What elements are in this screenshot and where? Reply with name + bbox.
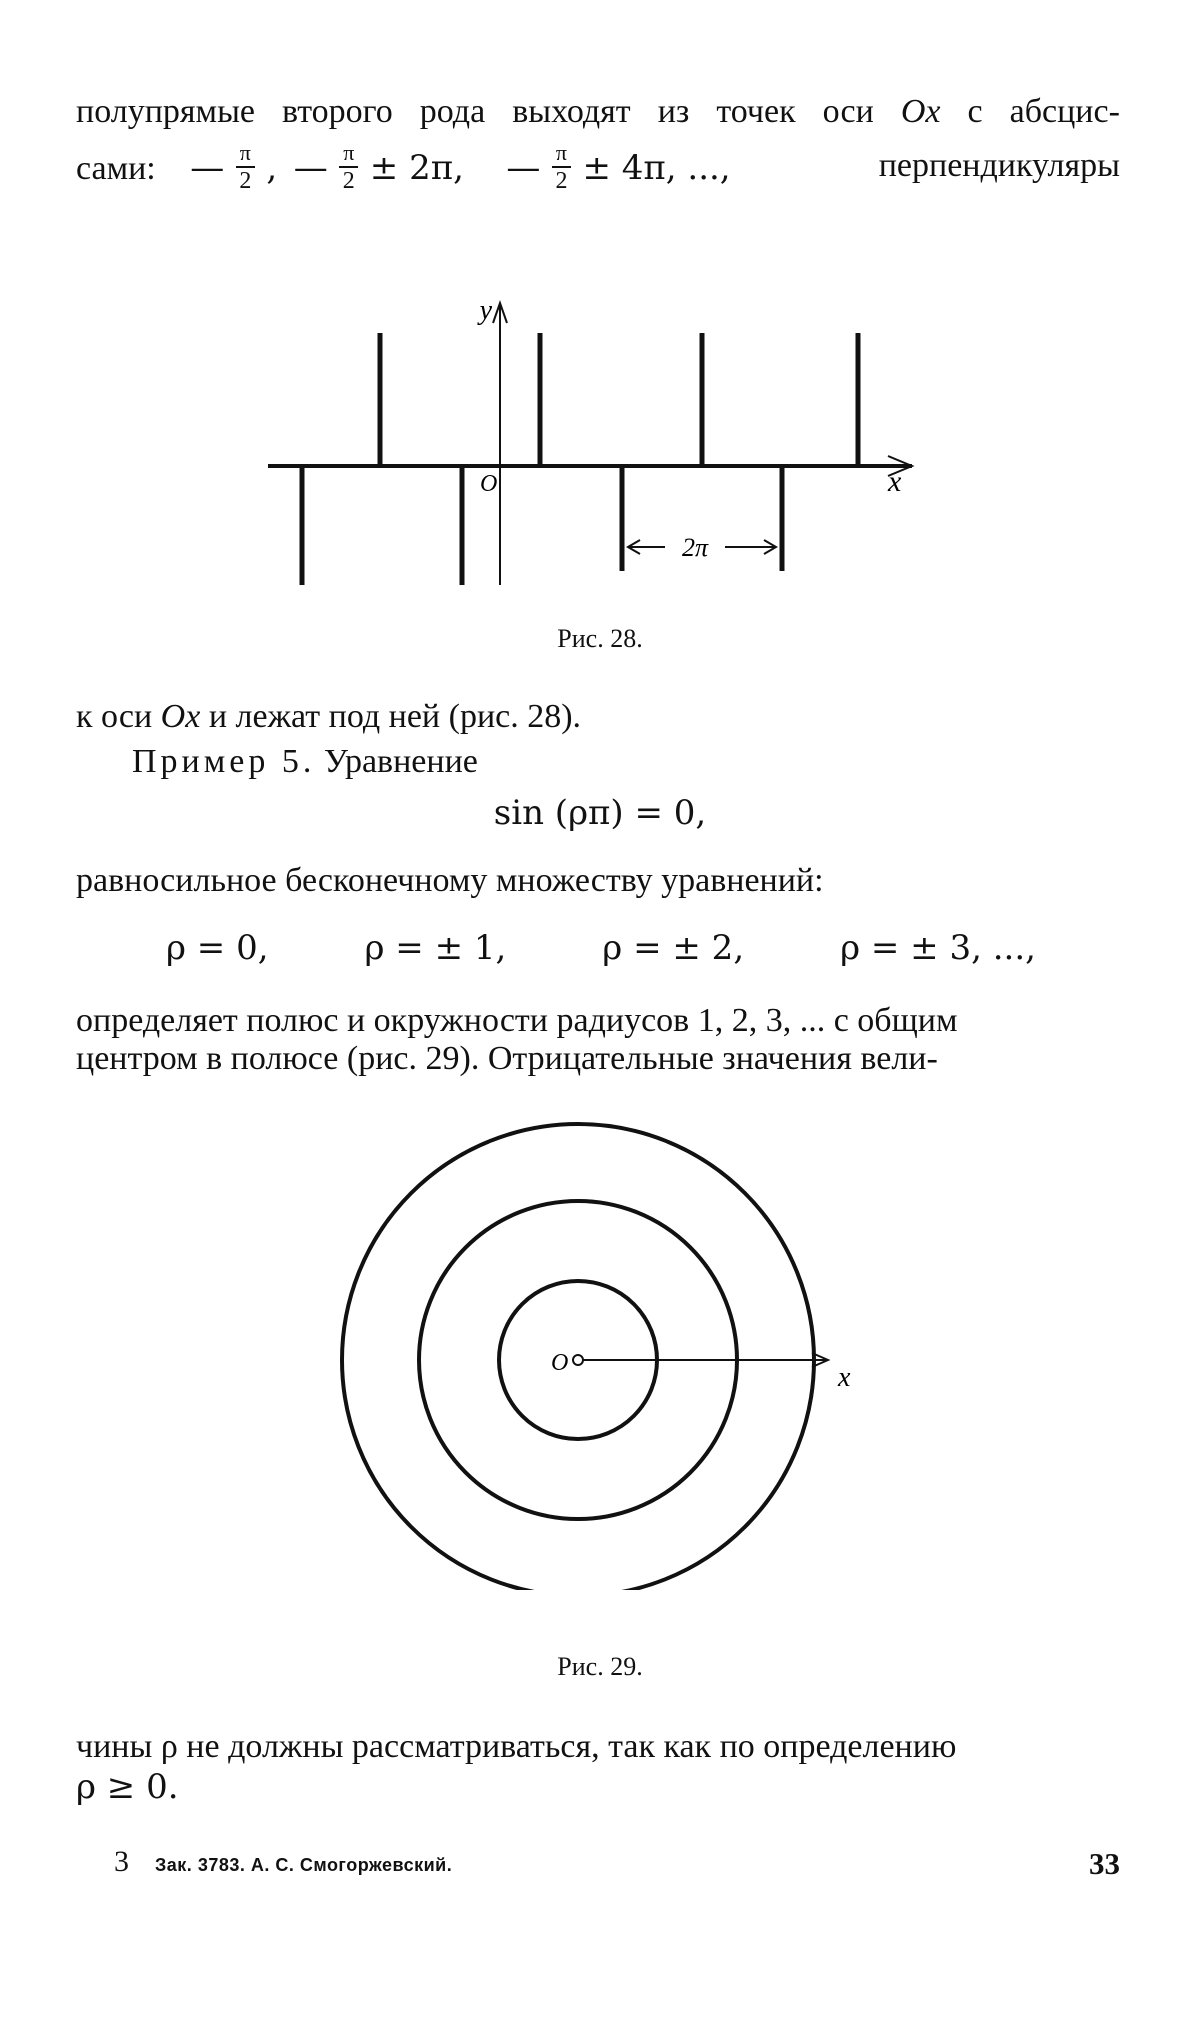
text-part: и лежат под ней (рис. 28).: [208, 698, 582, 735]
line2-prefix: сами:: [76, 149, 156, 187]
rho-equation: ρ = ± 3, ...,: [840, 928, 1036, 968]
paragraph-final-line-1: чины ρ не должны рассматриваться, так как по определению: [76, 1728, 957, 1765]
figure-29: [0, 1110, 1200, 1590]
paragraph-after-fig28: [76, 696, 1120, 738]
rho-equation: ρ = ± 1,: [364, 928, 507, 968]
rho-equations: [166, 927, 1036, 969]
order-information: Зак. 3783. А. С. Смогоржевский.: [155, 1855, 453, 1875]
fraction-pi-over-2: [552, 141, 571, 193]
word: из: [657, 93, 690, 130]
line2-suffix: перпендикуляры: [878, 147, 1120, 184]
signature-footer: [114, 1845, 452, 1879]
axis-name-ox: Ox: [900, 93, 941, 130]
figure-29-caption: Рис. 29.: [557, 1652, 643, 1681]
pole-label: O: [551, 1350, 569, 1376]
axis-name-ox: Ox: [160, 698, 201, 735]
fraction-numerator: π: [552, 141, 571, 168]
paragraph-equivalent: равносильное бесконечному множеству уравнений:: [76, 862, 824, 899]
plus-minus-4pi: ± 4π, ...,: [582, 147, 731, 188]
rho-equation: ρ = 0,: [166, 928, 269, 968]
equation-sin: sin (ρπ) = 0,: [493, 793, 707, 833]
fraction-denominator: 2: [342, 168, 355, 194]
word: полупрямые: [76, 93, 255, 130]
polar-axis-label: x: [838, 1362, 851, 1393]
minus-sign: —: [293, 147, 328, 188]
word: точек: [716, 93, 796, 130]
x-axis-label: x: [888, 465, 902, 498]
word: второго: [282, 93, 393, 130]
word: рода: [419, 93, 486, 130]
signature-mark: 3: [114, 1845, 130, 1878]
rho-equation: ρ = ± 2,: [602, 928, 745, 968]
y-axis-label: y: [479, 295, 492, 326]
minus-sign: —: [506, 147, 541, 188]
word: выходят: [512, 93, 631, 130]
fraction-numerator: π: [236, 141, 255, 168]
minus-sign: —: [190, 147, 225, 188]
fraction-pi-over-2: [339, 141, 358, 193]
figure-28-caption: Рис. 28.: [557, 624, 643, 653]
comma: ,: [266, 147, 278, 188]
paragraph-line-1: [76, 91, 1120, 133]
plus-minus-2pi: ± 2π,: [369, 147, 464, 188]
pole-point: [573, 1355, 583, 1365]
fraction-denominator: 2: [239, 168, 252, 194]
word: абсцис-: [1009, 93, 1120, 130]
paragraph-final-line-2: ρ ≥ 0.: [76, 1767, 179, 1807]
example-heading-line: [132, 741, 1120, 783]
period-label: 2π: [681, 533, 709, 562]
example-text: Уравнение: [323, 743, 478, 780]
text-part: к оси: [76, 698, 161, 735]
fraction-denominator: 2: [555, 168, 568, 194]
paragraph-defines-line-2: центром в полюсе (рис. 29). Отрицательные значения вели-: [76, 1040, 938, 1077]
figure-28: [0, 285, 1200, 615]
fraction-pi-over-2: [236, 141, 255, 193]
paragraph-line-2: [76, 140, 1120, 197]
page-number: 33: [1089, 1846, 1120, 1881]
example-heading: Пример 5.: [132, 743, 316, 780]
origin-label: O: [480, 471, 498, 497]
word: с: [967, 93, 983, 130]
word: оси: [822, 93, 874, 130]
fraction-numerator: π: [339, 141, 358, 168]
paragraph-defines-line-1: определяет полюс и окружности радиусов 1, 2, 3, ... с общим: [76, 1002, 958, 1039]
